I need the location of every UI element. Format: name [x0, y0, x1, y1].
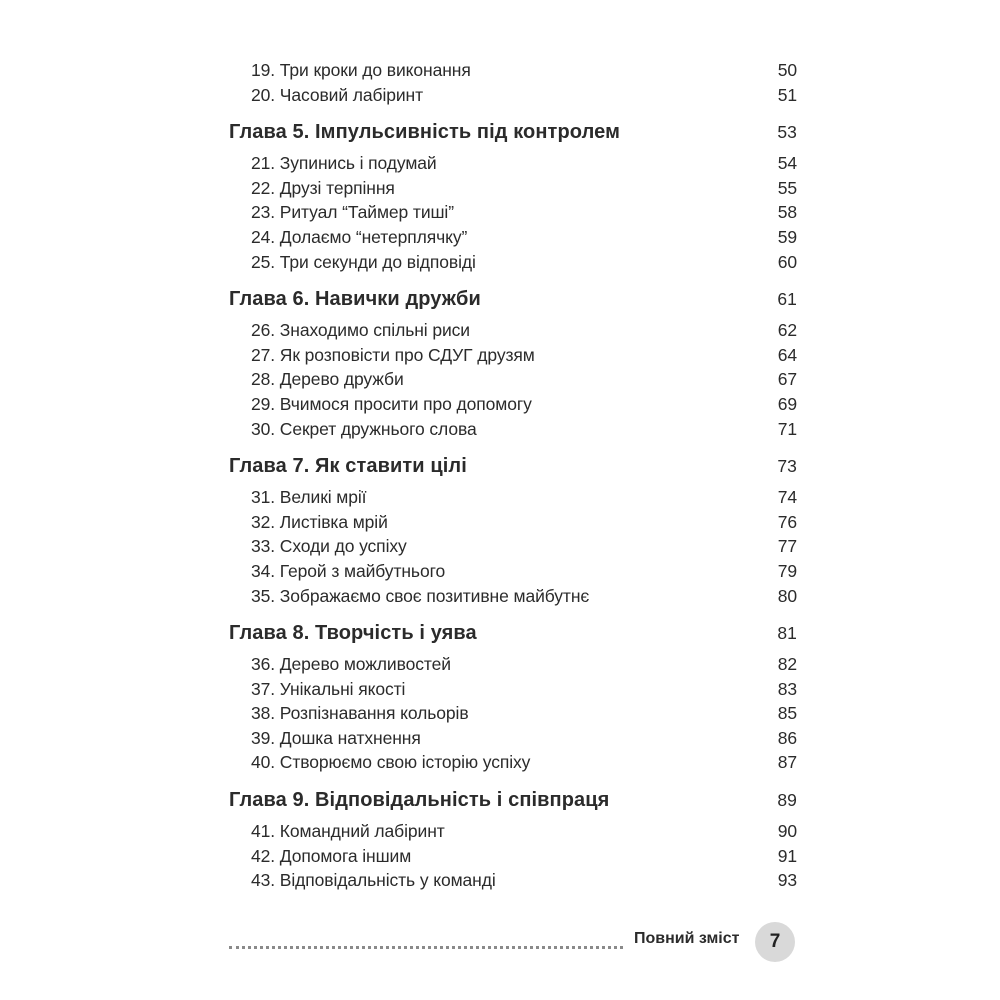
entry-title: 20. Часовий лабіринт	[251, 84, 424, 105]
page-number: 58	[777, 202, 797, 223]
chapter-title: Глава 8. Творчість і уява	[229, 622, 477, 645]
page-number: 91	[777, 845, 797, 866]
chapter-title: Глава 6. Навички дружби	[229, 288, 481, 311]
page-number: 86	[777, 727, 797, 748]
page-number: 93	[777, 870, 797, 891]
page-number: 62	[777, 320, 797, 341]
entry-title: 22. Друзі терпіння	[251, 177, 395, 198]
toc-entry	[229, 844, 797, 869]
entry-title: 40. Створюємо свою історію успіху	[251, 752, 531, 773]
chapter-heading	[229, 783, 797, 817]
entry-title: 37. Унікальні якості	[251, 678, 406, 699]
chapter-heading	[229, 449, 797, 483]
entry-title: 32. Листівка мрій	[251, 511, 388, 532]
entry-title: 36. Дерево можливостей	[251, 654, 451, 675]
toc-entry	[229, 250, 797, 275]
page-number: 55	[777, 177, 797, 198]
page-number: 61	[777, 289, 797, 310]
toc-entry	[229, 750, 797, 775]
chapter-title: Глава 5. Імпульсивність під контролем	[229, 121, 620, 144]
page-number: 77	[777, 536, 797, 557]
chapter-title: Глава 9. Відповідальність і співпраця	[229, 789, 610, 812]
entry-title: 31. Великі мрії	[251, 487, 367, 508]
page-number-badge: 7	[755, 922, 795, 962]
page-number: 90	[777, 821, 797, 842]
toc-entry	[229, 225, 797, 250]
page-number: 89	[777, 790, 797, 811]
entry-title: 28. Дерево дружби	[251, 369, 404, 390]
page-number: 82	[777, 654, 797, 675]
toc-entry	[229, 726, 797, 751]
page-number: 71	[777, 418, 797, 439]
page-number: 64	[777, 344, 797, 365]
toc-entry	[229, 584, 797, 609]
page-number: 60	[777, 251, 797, 272]
toc-entry	[229, 343, 797, 368]
entry-title: 35. Зображаємо своє позитивне майбутнє	[251, 585, 590, 606]
chapter-heading	[229, 115, 797, 149]
toc-entry	[229, 652, 797, 677]
entry-title: 41. Командний лабіринт	[251, 821, 445, 842]
toc-entry	[229, 701, 797, 726]
page-number: 67	[777, 369, 797, 390]
entry-title: 30. Секрет дружнього слова	[251, 418, 477, 439]
entry-title: 39. Дошка натхнення	[251, 727, 421, 748]
entry-title: 25. Три секунди до відповіді	[251, 251, 476, 272]
entry-title: 29. Вчимося просити про допомогу	[251, 393, 532, 414]
page-number: 73	[777, 456, 797, 477]
dotted-leader	[229, 946, 623, 949]
toc-entry	[229, 392, 797, 417]
toc-entry	[229, 318, 797, 343]
toc-entry	[229, 677, 797, 702]
toc-entry	[229, 151, 797, 176]
toc-entry	[229, 485, 797, 510]
toc-entry	[229, 200, 797, 225]
page-number: 69	[777, 393, 797, 414]
entry-title: 42. Допомога іншим	[251, 845, 412, 866]
entry-title: 34. Герой з майбутнього	[251, 560, 446, 581]
page-number: 85	[777, 703, 797, 724]
toc-entry	[229, 417, 797, 442]
toc-entry	[229, 367, 797, 392]
entry-title: 27. Як розповісти про СДУГ друзям	[251, 344, 535, 365]
toc-entry	[229, 534, 797, 559]
page-number: 51	[777, 84, 797, 105]
page-number: 59	[777, 226, 797, 247]
page-number: 50	[777, 60, 797, 80]
page-number: 79	[777, 560, 797, 581]
page-footer	[229, 922, 797, 962]
toc-entry	[229, 510, 797, 535]
chapter-heading	[229, 282, 797, 316]
page-number: 83	[777, 678, 797, 699]
entry-title: 43. Відповідальність у команді	[251, 870, 496, 891]
table-of-contents	[229, 58, 797, 893]
toc-entry	[229, 559, 797, 584]
toc-entry	[229, 176, 797, 201]
footer-title: Повний зміст	[634, 930, 740, 947]
page-number: 80	[777, 585, 797, 606]
entry-title: 21. Зупинись і подумай	[251, 153, 437, 174]
page-number: 76	[777, 511, 797, 532]
page-number: 81	[777, 623, 797, 644]
toc-entry	[229, 83, 797, 108]
entry-title: 26. Знаходимо спільні риси	[251, 320, 470, 341]
toc-entry	[229, 868, 797, 893]
page-number: 53	[777, 122, 797, 143]
toc-entry	[229, 58, 797, 83]
page-number: 87	[777, 752, 797, 773]
page-number: 74	[777, 487, 797, 508]
entry-title: 33. Сходи до успіху	[251, 536, 407, 557]
page-number: 54	[777, 153, 797, 174]
chapter-heading	[229, 616, 797, 650]
entry-title: 19. Три кроки до виконання	[251, 60, 471, 80]
entry-title: 38. Розпізнавання кольорів	[251, 703, 469, 724]
chapter-title: Глава 7. Як ставити цілі	[229, 455, 467, 478]
entry-title: 24. Долаємо “нетерплячку”	[251, 226, 468, 247]
toc-entry	[229, 819, 797, 844]
entry-title: 23. Ритуал “Таймер тиші”	[251, 202, 454, 223]
